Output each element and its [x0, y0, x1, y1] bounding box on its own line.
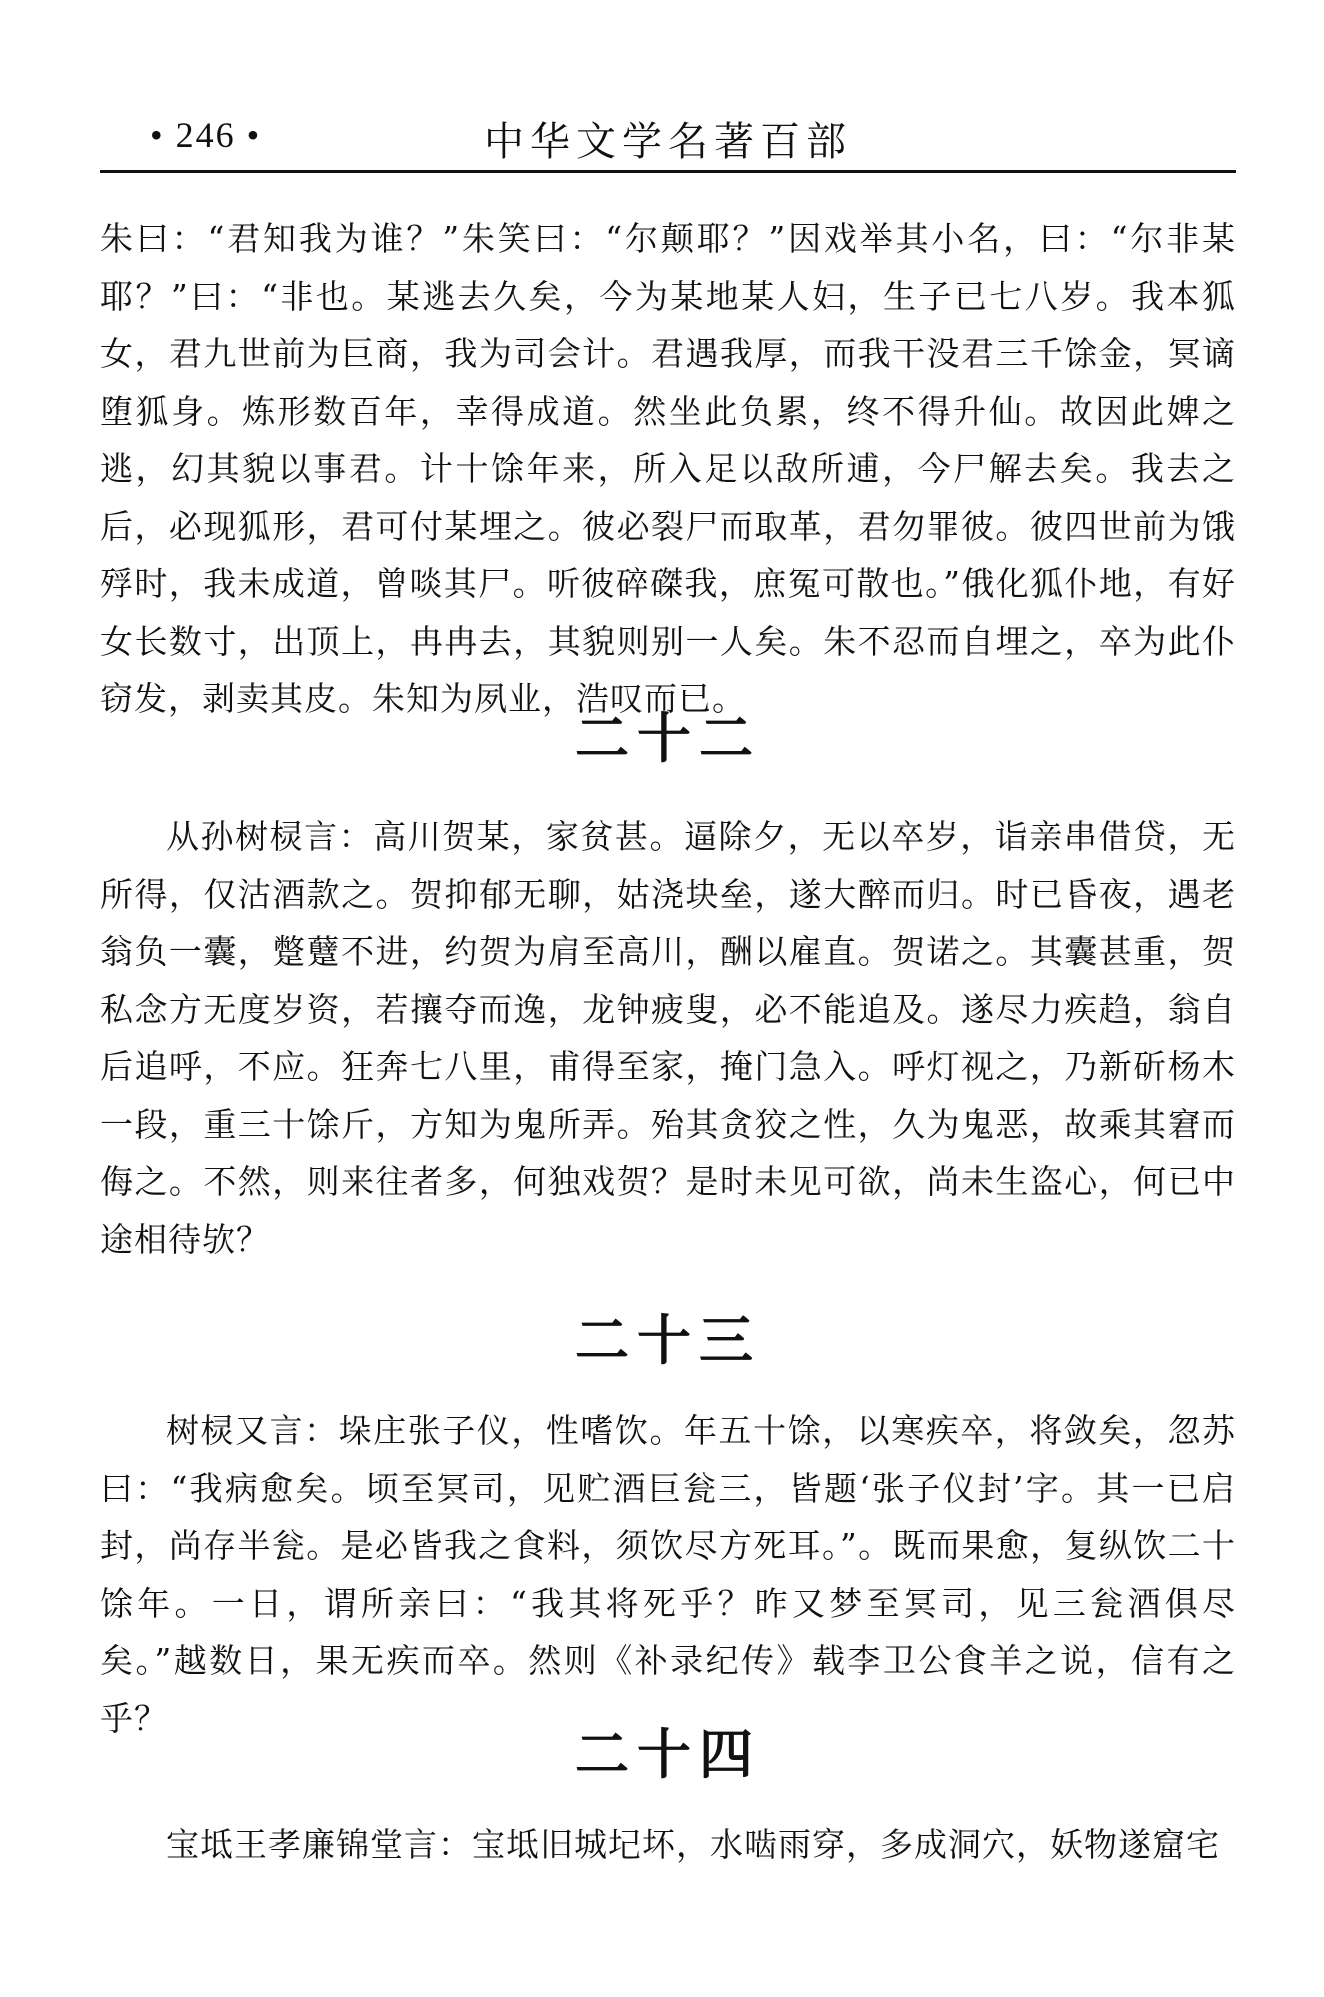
- paragraph-section-22: 从孙树棂言：高川贺某，家贫甚。逼除夕，无以卒岁，诣亲串借贷，无所得，仅沽酒款之。贺抑郁无聊，姑浇块垒，遂大醉而归。时已昏夜，遇老翁负一囊，蹩躠不进，约贺为肩至高川，酬以雇直。贺诺之。其囊甚重，贺私念方无度岁资，若攘夺而逸，龙钟疲叟，必不能追及。遂尽力疾趋，翁自后追呼，不应。狂奔七八里，甫得至家，掩门急入。呼灯视之，乃新斫杨木一段，重三十馀斤，方知为鬼所弄。殆其贪狡之性，久为鬼恶，故乘其窘而侮之。不然，则来往者多，何独戏贺？是时未见可欲，尚未生盗心，何已中途相待欤？: [100, 817, 1236, 1259]
- book-title: 中华文学名著百部: [484, 119, 852, 165]
- paragraph-section-24: 宝坻王孝廉锦堂言：宝坻旧城圮坏，水啮雨穿，多成洞穴，妖物遂窟宅: [166, 1825, 1220, 1864]
- page-body: [100, 210, 1236, 1874]
- paragraph-section-23: 树棂又言：垛庄张子仪，性嗜饮。年五十馀，以寒疾卒，将敛矣，忽苏曰：“我病愈矣。顷至冥司，见贮酒巨瓮三，皆题‘张子仪封’字。其一已启封，尚存半瓮。是必皆我之食料，须饮尽方死耳。”。既而果愈，复纵饮二十馀年。一日，谓所亲曰：“我其将死乎？昨又梦至冥司，见三瓮酒俱尽矣。”越数日，果无疾而卒。然则《补录纪传》载李卫公食羊之说，信有之乎？: [100, 1411, 1236, 1738]
- page-number: • 246 •: [150, 115, 262, 155]
- section-title-23: 二十三: [575, 1309, 761, 1372]
- section-title-22: 二十二: [575, 707, 761, 770]
- section-title-24: 二十四: [575, 1723, 761, 1786]
- paragraph-continued: 朱曰：“君知我为谁？”朱笑曰：“尔颠耶？”因戏举其小名，曰：“尔非某耶？”曰：“非也。某逃去久矣，今为某地某人妇，生子已七八岁。我本狐女，君九世前为巨商，我为司会计。君遇我厚，而我干没君三千馀金，冥谪堕狐身。炼形数百年，幸得成道。然坐此负累，终不得升仙。故因此婢之逃，幻其貌以事君。计十馀年来，所入足以敌所逋，今尸解去矣。我去之后，必现狐形，君可付某埋之。彼必裂尸而取革，君勿罪彼。彼四世前为饿殍时，我未成道，曾啖其尸。听彼碎磔我，庶冤可散也。”俄化狐仆地，有好女长数寸，出顶上，冉冉去，其貌则别一人矣。朱不忍而自埋之，卒为此仆窃发，剥卖其皮。朱知为夙业，浩叹而已。: [100, 219, 1236, 718]
- header-rule: [100, 170, 1236, 173]
- running-header: [100, 100, 1236, 172]
